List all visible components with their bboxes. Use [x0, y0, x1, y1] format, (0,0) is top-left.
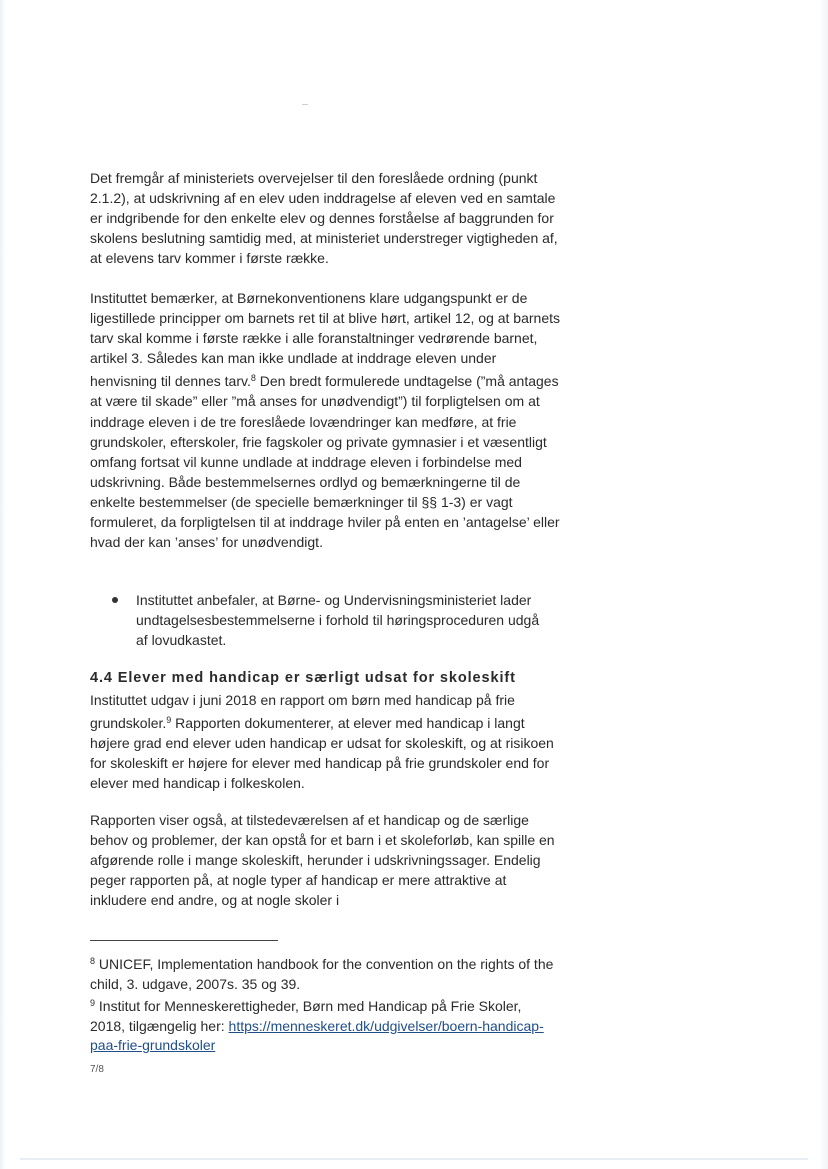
- scan-edge-right: [820, 0, 828, 1169]
- paragraph-report-findings: Rapporten viser også, at tilstedeværelsen af et handicap og de særlige behov og problemer, der kan opstå for et barn i et skoleforløb, kan spille en afgørende rolle i mange skoleskift, herunder i udskrivningssager. Endelig peger rapporten på, at nogle typer af handicap er mere attraktive at inkludere end andre, og at nogle skoler i: [90, 812, 555, 909]
- footnote-ref-9[interactable]: 9: [166, 715, 172, 726]
- report-link[interactable]: https://menneskeret.dk/udgivelser/boern-handicap-paa-frie-grundskoler: [90, 1017, 544, 1053]
- page-number: 7/8: [90, 1064, 104, 1075]
- bullet-icon: [112, 597, 118, 603]
- section-heading: 4.4 Elever med handicap er særligt udsat for skoleskift: [90, 670, 516, 686]
- recommendation-bullet: [112, 590, 552, 650]
- footnote-9: [90, 994, 560, 1056]
- paragraph-text: Instituttet bemærker, at Børnekonventionens klare udgangspunkt er de ligestillede principper om barnets ret til at blive hørt, artikel 12, og at barnets tarv skal komme i første række i alle foranstaltninger vedrørende barnet, artikel 3. Således kan man ikke undlade at inddrage eleven under henvisning til dennes tarv.: [90, 290, 561, 390]
- paragraph-text: Instituttet udgav i juni 2018 en rapport om børn med handicap på frie grundskoler.: [90, 692, 515, 732]
- paragraph-text: Den bredt formulerede undtagelse (”må antages at være til skade” eller ”må anses for unødvendigt”) til forpligtelsen om at inddrage eleven i de tre foreslåede lovændringer kan medføre, at frie grundskoler, efterskoler, frie fagskoler og private gymnasier i et væsentligt omfang fortsat vil kunne undlade at inddrage eleven i forbindelse med udskrivning. Både bestemmelsernes ordlyd og bemærkningerne til de enkelte bestemmelser (de specielle bemærkninger til §§ 1-3) er vagt formuleret, da forpligtelsen til at inddrage hviler på enten en ’antagelse’ eller hvad der kan ’anses’ for unødvendigt.: [90, 373, 560, 551]
- scan-speck: [302, 104, 308, 105]
- footnote-ref-8[interactable]: 8: [250, 373, 256, 384]
- paragraph-ministry-considerations: Det fremgår af ministeriets overvejelser til den foreslåede ordning (punkt 2.1.2), at udskrivning af en elev uden inddragelse af eleven ved en samtale er indgribende for den enkelte elev og dennes forståelse af baggrunden for skolens beslutning samtidig med, at ministeriet understreger vigtigheden af, at elevens tarv kommer i første række.: [90, 170, 558, 267]
- paragraph-institute-remarks: [90, 288, 560, 552]
- footnote-number: 8: [90, 956, 96, 966]
- paragraph-report-2018: [90, 690, 560, 793]
- scan-artifact-line: [20, 1158, 808, 1160]
- footnotes: [90, 952, 560, 1056]
- recommendation-text: Instituttet anbefaler, at Børne- og Undervisningsministeriet lader undtagelsesbestemmelserne i forhold til høringsproceduren udgå af lovudkastet.: [136, 592, 540, 649]
- footnote-divider: [90, 940, 278, 941]
- footnote-8: [90, 952, 560, 994]
- scan-edge-left: [0, 0, 6, 1169]
- footnote-text: UNICEF, Implementation handbook for the convention on the rights of the child, 3. udgave, 2007s. 35 og 39.: [90, 956, 554, 992]
- paragraph-text: Rapporten dokumenterer, at elever med handicap i langt højere grad end elever uden handicap er udsat for skoleskift, og at risikoen for skoleskift er højere for elever med handicap på frie grundskoler end for elever med handicap i folkeskolen.: [90, 715, 554, 792]
- footnote-text: Institut for Menneskerettigheder, Børn med Handicap på Frie Skoler, 2018, tilgængelig her:: [90, 998, 522, 1034]
- footnote-number: 9: [90, 998, 96, 1008]
